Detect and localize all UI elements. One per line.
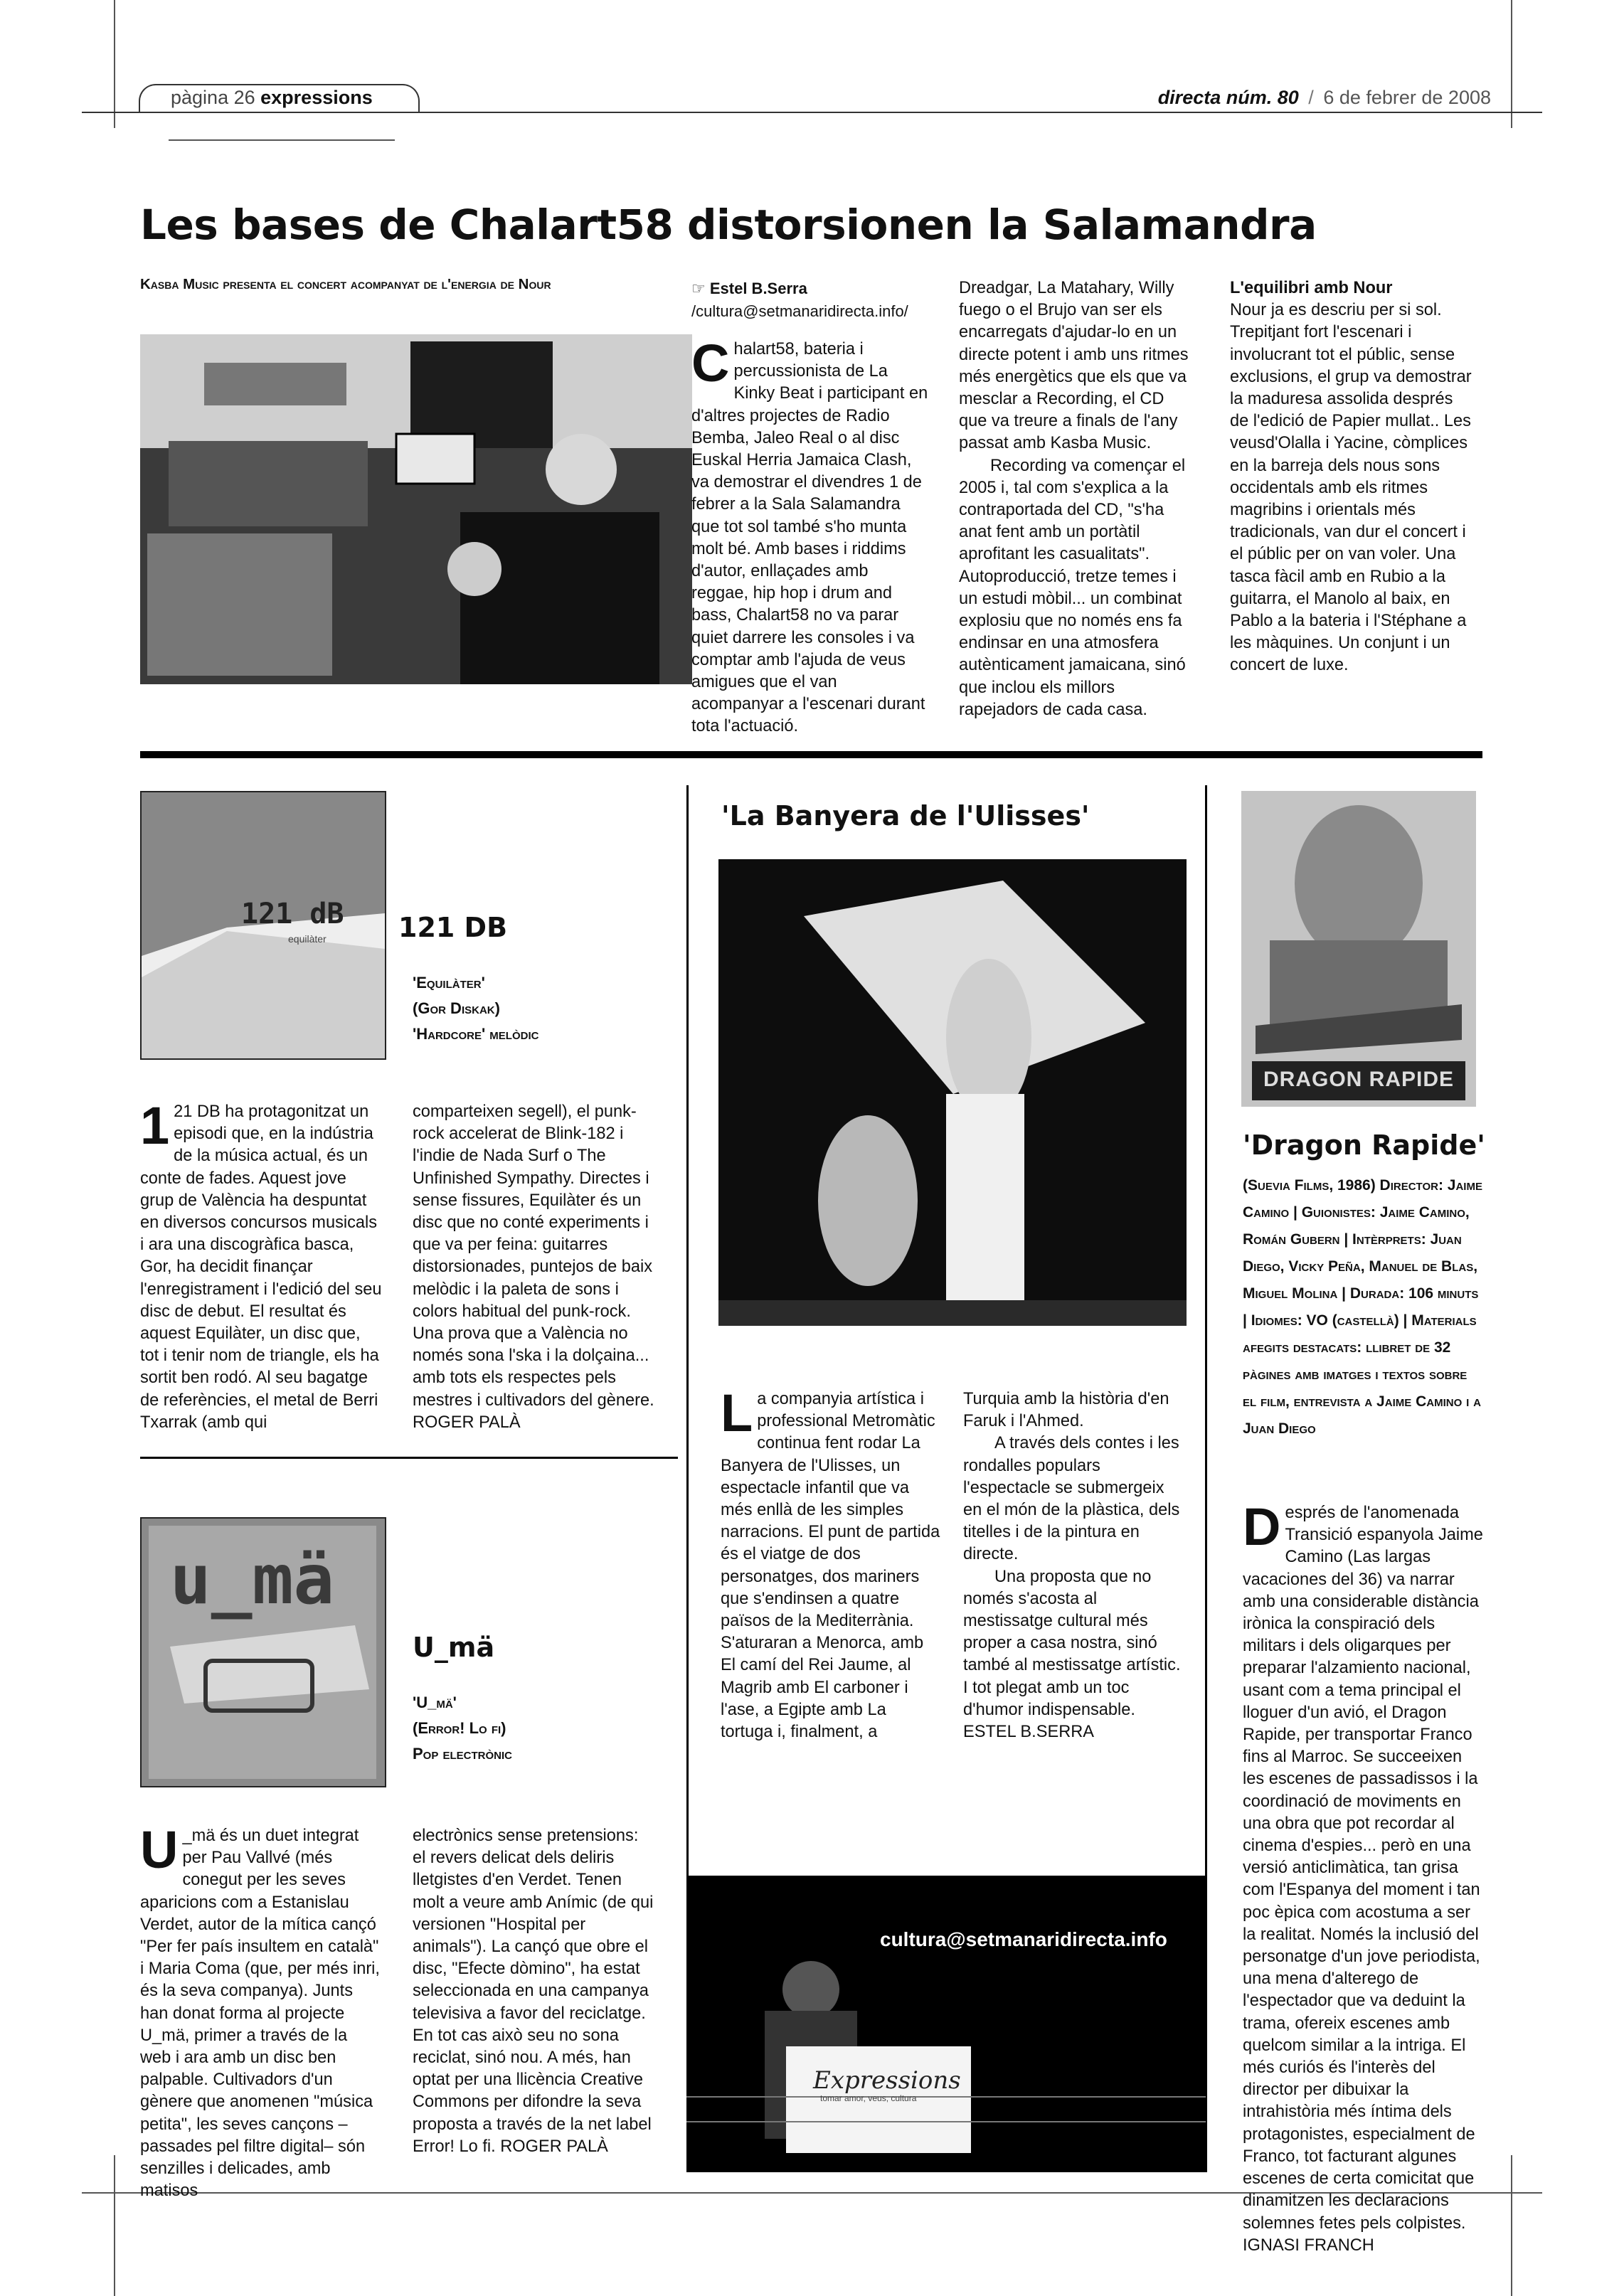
banyera-photo bbox=[718, 859, 1187, 1326]
header-right bbox=[1064, 87, 1491, 109]
main-headline: Les bases de Chalart58 distorsionen la Salamandra bbox=[140, 201, 1317, 249]
ad-email[interactable]: cultura@setmanaridirecta.info bbox=[880, 1928, 1167, 1950]
author-email: /cultura@setmanaridirecta.info/ bbox=[691, 302, 908, 320]
uma-meta bbox=[413, 1690, 697, 1767]
review-text: comparteixen segell), el punk-rock accelerat de Blink-182 i l'indie de Nada Surf o The Unfinished Sympathy. Directes i sense fissures, Equilàter és un disc que no conté experiments i que va per feina: guitarres distorsionades, puntejos de baix melòdic i la paleta de sons i colors habitual del punk-rock. Una prova que a València no només sona l'ska i la dolçaina... amb tots els respectes pels mestres i cultivadors del gènere. ROGER PALÀ bbox=[413, 1102, 654, 1432]
dragon-poster bbox=[1241, 791, 1476, 1107]
drop-cap: D bbox=[1243, 1497, 1281, 1556]
publication-name: directa núm. 80 bbox=[1157, 87, 1299, 108]
crop-mark bbox=[114, 0, 115, 128]
uma-cover bbox=[140, 1517, 386, 1787]
divider bbox=[140, 1457, 678, 1459]
crop-mark bbox=[1511, 0, 1512, 128]
crop-mark bbox=[114, 2155, 115, 2296]
banyera-col-1 bbox=[721, 1383, 941, 1743]
header-underline bbox=[169, 139, 395, 141]
poster-illustration bbox=[1241, 791, 1476, 1107]
pointer-icon: ☞ bbox=[691, 280, 706, 297]
main-col-1 bbox=[691, 334, 928, 738]
banyera-text: Turquia amb la història d'en Faruk i l'Ahmed. bbox=[963, 1390, 1169, 1431]
banyera-title: 'La Banyera de l'Ulisses' bbox=[721, 800, 1090, 831]
cover-title: 121 dB bbox=[241, 898, 344, 930]
photo-illustration bbox=[718, 859, 1187, 1326]
121db-col-2 bbox=[413, 1101, 654, 1434]
banyera-text: Una proposta que no només s'acosta al mestissatge cultural més proper a casa nostra, sinó també al mestissatge artístic. I tot plegat amb un toc d'humor indispensable. ESTEL B.SERRA bbox=[963, 1567, 1181, 1742]
album-label: (Error! Lo fi) bbox=[413, 1719, 506, 1737]
chalart58-photo bbox=[140, 334, 692, 684]
review-text: _mä és un duet integrat per Pau Vallvé (més conegut per les seves aparicions com a Estanislau Verdet, autor de la mítica cançó "Per fer país insultem en català" i Maria Coma (que, per més inri, és la seva companya). Junts han donat forma al projecte U_mä, primer a través de la web i ara amb un disc ben palpable. Cultivadors d'un gènere que anomenen "música petita", les seves cançons –passades pel filtre digital– són senzilles i delicades, amb matisos bbox=[140, 1827, 380, 2201]
dragon-title: 'Dragon Rapide' bbox=[1243, 1130, 1485, 1161]
header-rule bbox=[82, 112, 1542, 113]
main-col-3 bbox=[1230, 277, 1472, 677]
drop-cap: 1 bbox=[140, 1096, 170, 1155]
review-title: 121 DB bbox=[398, 912, 508, 943]
page-label bbox=[171, 87, 373, 109]
main-subtitle: Kasba Music presenta el concert acompanyat de l'energia de Nour bbox=[140, 276, 551, 292]
dragon-text: esprés de l'anomenada Transició espanyola Jaime Camino (Las largas vacaciones del 36) va narrar amb una considerable distància irònica la conspiració dels militars i dels oligarques per preparar l'alzamiento nacional, usant com a tema principal el lloguer d'un avió, el Dragon Rapide, per transportar Franco fins al Marroc. Se succeeixen les escenes de passadissos i la coordinació de moviments en una obra que pot recordar al cinema d'espies... però en una versió anticlimàtica, tan grisa com l'Espanya del moment i tan poc èpica com acostuma a ser la realitat. Només la inclusió del personatge d'un jove periodista, una mena d'alterego de l'espectador que va deduint la trama, ofereix escenes amb quelcom similar a la intriga. El més curiós és l'interès del director per dibuixar la intrahistòria més íntima dels protagonistes, especialment de Franco, tot facturant algunes escenes de certa comicitat que dinamitzen les declaracions solemnes fetes pels colpistes. IGNASI FRANCH bbox=[1243, 1504, 1483, 2255]
section-divider bbox=[140, 751, 1482, 758]
uma-col-2 bbox=[413, 1825, 654, 2158]
review-text: 21 DB ha protagonitzat un episodi que, en la indústria de la música actual, és un conte de fades. Aquest jove grup de València ha despuntat en diversos concursos musicals i ara una discogràfica basca, Gor, ha decidit finançar l'enregistrament i l'edició del seu disc de debut. El resultat és aquest Equilàter, un disc que, tot i tenir nom de triangle, els ha sortit ben rodó. Al seu bagatge de referències, el metal de Berri Txarrak (amb qui bbox=[140, 1102, 382, 1432]
issue-date: 6 de febrer de 2008 bbox=[1323, 87, 1491, 108]
ad-sign: Expressions bbox=[813, 2066, 961, 2095]
album-title: 'U_mä' bbox=[413, 1694, 457, 1711]
header-separator: / bbox=[1308, 87, 1314, 108]
121db-meta bbox=[413, 970, 697, 1047]
drop-cap: L bbox=[721, 1383, 753, 1442]
main-paragraph: Nour ja es descriu per si sol. Trepitjant fort l'escenari i involucrant tot el públic, sense exclusions, el grup va demostrar la maduresa assolida després de l'edició de Papier mullat.. Les veusd'Olalla i Yacine, còmplices en la barreja dels nous sons occidentals amb els ritmes magribins i orientals més tradicionals, van dur el concert i el públic per on van voler. Una tasca fàcil amb en Rubio a la guitarra, el Manolo al baix, en Pablo a la bateria i l'Stéphane a les màquines. Un conjunt i un concert de luxe. bbox=[1230, 301, 1472, 675]
main-col-2 bbox=[959, 277, 1196, 721]
cover-title: u_mä bbox=[170, 1540, 335, 1620]
album-genre: Pop electrònic bbox=[413, 1745, 512, 1763]
dragon-meta: (Suevia Films, 1986) Director: Jaime Camino | Guionistes: Jaime Camino, Román Gubern | Intèrprets: Juan Diego, Vicky Peña, Manuel de Blas, Miguel Molina | Durada: 106 minuts | Idiomes: VO (castellà) | Materials afegits destacats: llibret de 32 pàgines amb imatges i textos sobre el film, entrevista a Jaime Camino i a Juan Diego bbox=[1243, 1177, 1482, 1437]
main-paragraph: Dreadgar, La Matahary, Willy fuego o el Brujo van ser els encarregats d'ajudar-lo en un directe potent i amb uns ritmes més energètics que els que va mesclar a Recording, el CD que va treure a finals de l'any passat amb Kasba Music. bbox=[959, 279, 1189, 453]
subheading: L'equilibri amb Nour bbox=[1230, 279, 1393, 297]
121db-heading bbox=[398, 912, 683, 943]
ad-sign-sub: tomar amor, veus, cultura bbox=[820, 2093, 917, 2103]
album-label: (Gor Diskak) bbox=[413, 999, 500, 1017]
byline bbox=[691, 277, 933, 323]
main-paragraph: Recording va començar el 2005 i, tal com s'explica a la contraportada del CD, "s'ha anat fent amb un portàtil aprofitant les casualitats". Autoproducció, tretze temes i un estudi mòbil... un combinat explosiu que no només ens fa endinsar en una atmosfera autènticament jamaicana, sinó que inclou els millors rapejadors de cada casa. bbox=[959, 456, 1186, 719]
cover-subtitle: equilàter bbox=[288, 933, 327, 945]
crop-mark bbox=[1511, 2155, 1512, 2296]
page-number: pàgina 26 bbox=[171, 87, 255, 108]
cultura-ad[interactable] bbox=[686, 1876, 1206, 2172]
banyera-col-2 bbox=[963, 1388, 1185, 1743]
review-title: U_mä bbox=[413, 1632, 495, 1663]
main-paragraph: halart58, bateria i percussionista de La Kinky Beat i participant en d'altres projectes de Radio Bemba, Jaleo Real o al disc Euskal Herria Jamaica Clash, va demostrar el divendres 1 de febrer a la Sala Salamandra que tot sol també s'ho munta molt bé. Amb bases i riddims d'autor, enllaçades amb reggae, hip hop i drum and bass, Chalart58 no va parar quiet darrere les consoles i va comptar amb l'ajuda de veus amigues que el van acompanyar a l'escenari durant tota l'actuació. bbox=[691, 340, 928, 736]
album-title: 'Equilàter' bbox=[413, 974, 485, 992]
review-text: electrònics sense pretensions: el revers delicat dels deliris lletgistes d'en Verdet. Tenen molt a veure amb Anímic (de qui versionen "Hospital per animals"). La cançó que obre el disc, "Efecte dòmino", ha estat seleccionada en una campanya televisiva a favor del reciclatge. En tot cas això seu no sona reciclat, sinó nou. A més, han optat per una llicència Creative Commons per difondre la seva proposta a través de la net label Error! Lo fi. ROGER PALÀ bbox=[413, 1827, 654, 2156]
drop-cap: U bbox=[140, 1820, 179, 1879]
album-genre: 'Hardcore' melòdic bbox=[413, 1025, 539, 1043]
photo-illustration bbox=[140, 334, 692, 684]
uma-col-1 bbox=[140, 1820, 382, 2202]
ad-illustration bbox=[686, 1876, 1206, 2172]
dragon-body bbox=[1243, 1497, 1485, 2257]
banyera-text: a companyia artística i professional Metromàtic continua fent rodar La Banyera de l'Ulisses, un espectacle infantil que va més enllà de les simples narracions. El punt de partida és el viatge de dos personatges, dos mariners que s'endinsen a quatre països de la Mediterrània. S'aturaran a Menorca, amb El camí del Rei Jaume, al Magrib amb El carboner i l'ase, a Egipte amb La tortuga i, finalment, a bbox=[721, 1390, 940, 1742]
121db-cover bbox=[140, 791, 386, 1060]
author-name: Estel B.Serra bbox=[709, 280, 807, 297]
section-name: expressions bbox=[260, 87, 373, 108]
121db-col-1 bbox=[140, 1096, 382, 1434]
uma-heading bbox=[413, 1632, 697, 1663]
poster-title: DRAGON RAPIDE bbox=[1263, 1068, 1454, 1091]
banyera-text: A través dels contes i les rondalles populars l'espectacle se submergeix en el món de la plàstica, dels titelles i de la pintura en directe. bbox=[963, 1434, 1180, 1564]
drop-cap: C bbox=[691, 334, 730, 393]
